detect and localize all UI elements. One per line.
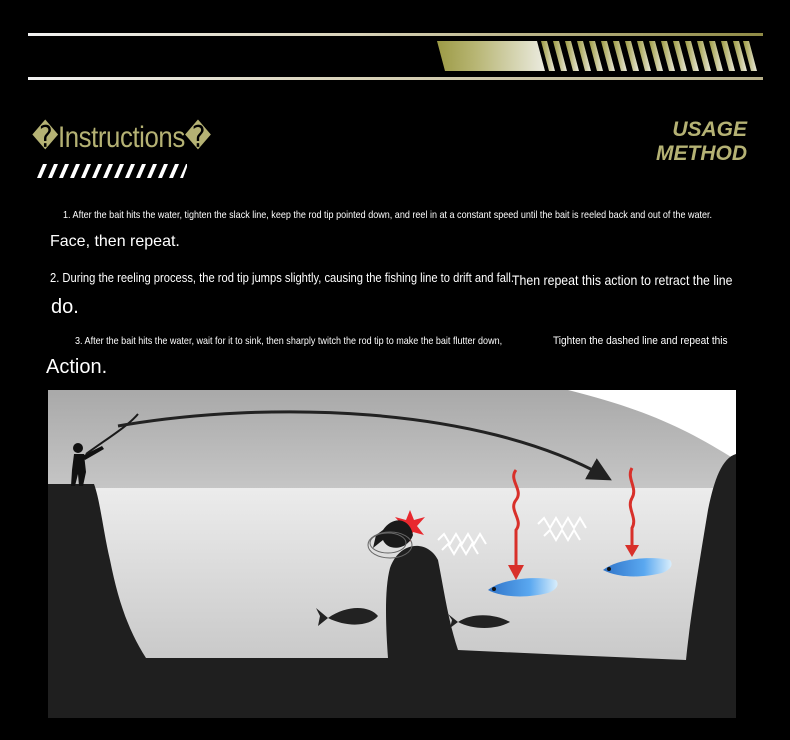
instruction-3-text: 3. After the bait hits the water, wait for it to sink, then sharply twitch the rod tip to make the bait flutter down, (75, 335, 503, 347)
top-rule (28, 33, 763, 36)
striped-banner (437, 41, 757, 71)
instruction-1-continuation: Face, then repeat. (50, 233, 180, 250)
page-title: �Instructions� (32, 121, 211, 154)
usage-line-2: METHOD (656, 142, 747, 165)
bottom-rule (28, 77, 763, 80)
usage-line-1: USAGE (672, 118, 747, 141)
instruction-2-side-text: Then repeat this action to retract the line (512, 272, 733, 288)
instruction-2-text: 2. During the reeling process, the rod tip jumps slightly, causing the fishing line to drift and fall. (50, 270, 515, 285)
fishing-illustration (48, 390, 736, 718)
instruction-3-continuation: Action. (46, 356, 108, 378)
usage-method-label (656, 118, 747, 166)
instruction-2-continuation: do. (51, 296, 79, 318)
instruction-3-side-text: Tighten the dashed line and repeat this (553, 335, 728, 347)
title-stripes (37, 164, 187, 178)
instruction-1-text: 1. After the bait hits the water, tighten the slack line, keep the rod tip pointed down, and reel in at a constant speed until the bait is reeled back and out of the water. (63, 209, 713, 221)
